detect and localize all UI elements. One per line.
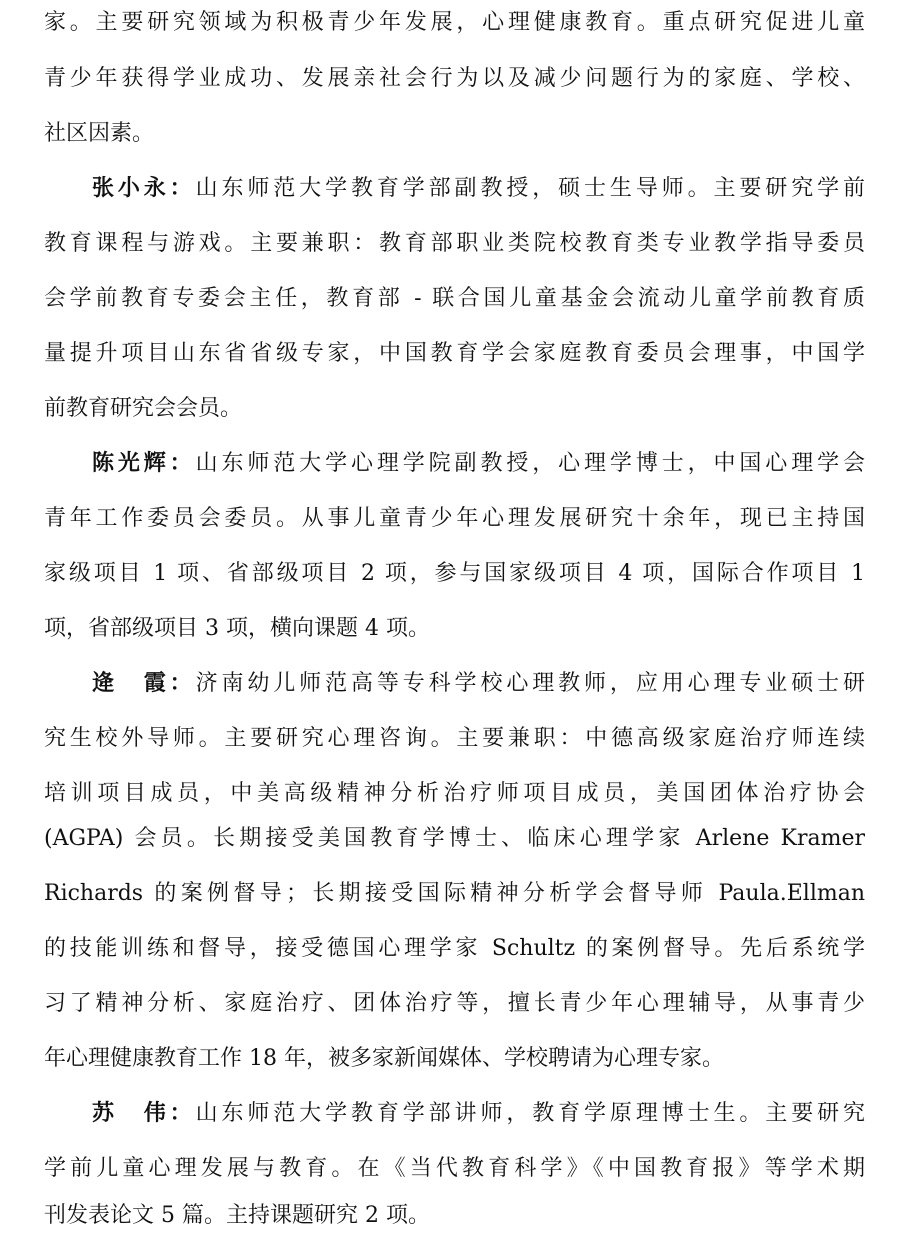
person-name: 张小永： [92,176,196,201]
text-segment: 济南幼儿师范高等专科学校心理教师，应用心理专业硕士研 [195,671,865,696]
text-line: 教育课程与游戏。主要兼职：教育部职业类院校教育类专业教学指导委员 [44,231,865,256]
text-line: 学前儿童心理发展与教育。在《当代教育科学》《中国教育报》等学术期 [44,1156,865,1181]
person-name: 苏 伟： [92,1101,196,1126]
text-segment: 山东师范大学教育学部副教授，硕士生导师。主要研究学前 [195,176,865,201]
text-line: 刊发表论文 5 篇。主持课题研究 2 项。 [44,1203,430,1228]
person-name: 逄 霞： [92,671,196,696]
bio-first-line [92,172,865,206]
text-line: 社区因素。 [44,121,155,146]
text-line: 的技能训练和督导，接受德国心理学家 Schultz 的案例督导。先后系统学 [44,936,865,961]
text-line: 前教育研究会会员。 [44,396,243,421]
text-line: 量提升项目山东省省级专家，中国教育学会家庭教育委员会理事，中国学 [44,341,865,366]
text-line: 家。主要研究领域为积极青少年发展，心理健康教育。重点研究促进儿童 [44,10,865,35]
text-line: 究生校外导师。主要研究心理咨询。主要兼职：中德高级家庭治疗师连续 [44,726,865,751]
text-line: 会学前教育专委会主任，教育部 - 联合国儿童基金会流动儿童学前教育质 [44,286,865,311]
text-line: 青年工作委员会委员。从事儿童青少年心理发展研究十余年，现已主持国 [44,506,865,531]
text-line: 习了精神分析、家庭治疗、团体治疗等，擅长青少年心理辅导，从事青少 [44,991,865,1016]
text-line: 家级项目 1 项、省部级项目 2 项，参与国家级项目 4 项，国际合作项目 1 [44,561,865,586]
bio-first-line [92,667,865,701]
text-segment: 山东师范大学心理学院副教授，心理学博士，中国心理学会 [195,451,865,476]
bio-first-line [92,447,865,481]
text-line: 青少年获得学业成功、发展亲社会行为以及减少问题行为的家庭、学校、 [44,66,865,91]
text-line: Richards 的案例督导；长期接受国际精神分析学会督导师 Paula.Ellman [44,881,865,906]
person-name: 陈光辉： [92,451,196,476]
text-line: 培训项目成员，中美高级精神分析治疗师项目成员，美国团体治疗协会 [44,781,865,806]
text-segment: 山东师范大学教育学部讲师，教育学原理博士生。主要研究 [195,1101,865,1126]
bio-first-line [92,1097,865,1131]
text-line: (AGPA) 会员。长期接受美国教育学博士、临床心理学家 Arlene Kramer [44,826,865,851]
text-line: 项，省部级项目 3 项，横向课题 4 项。 [44,616,430,641]
text-line: 年心理健康教育工作 18 年，被多家新闻媒体、学校聘请为心理专家。 [44,1046,724,1071]
